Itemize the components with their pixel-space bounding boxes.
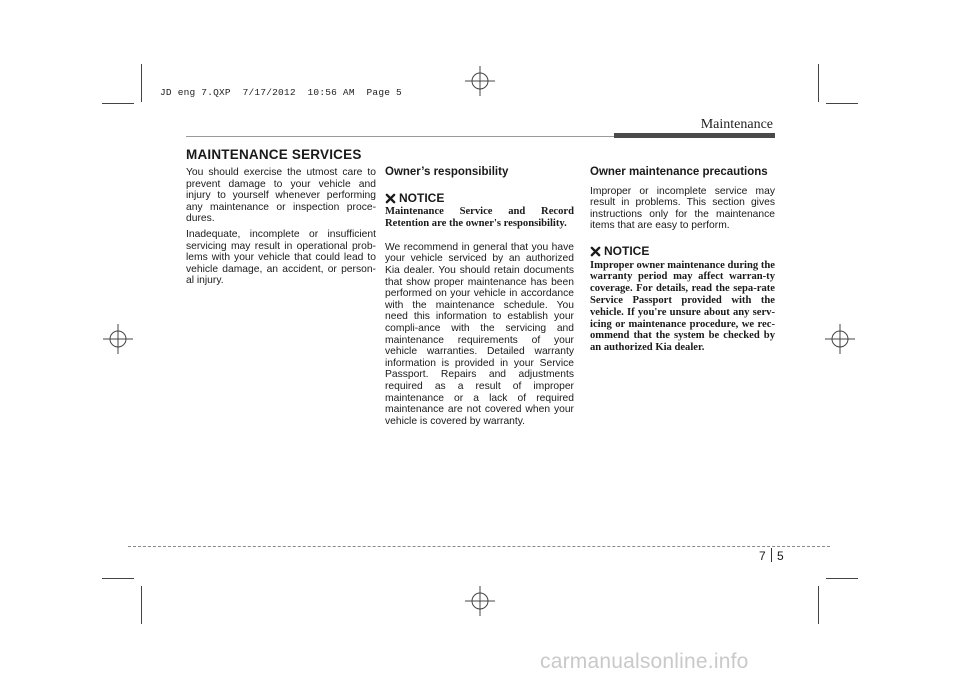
registration-mark-icon (465, 66, 495, 96)
page-number: 5 (777, 549, 784, 563)
print-slug: JD eng 7.QXP 7/17/2012 10:56 AM Page 5 (160, 87, 402, 98)
notice-text: Improper owner maintenance during the warranty period may affect warran-ty coverage. For details, read the sepa-rate Service Passport provided with the vehicle. If you're unsure about any serv-icing or maintenance procedure, we rec-ommend that the system be checked by an authorized Kia dealer. (590, 259, 775, 354)
notice-label: NOTICE (399, 190, 445, 205)
watermark: carmanualsonline.info (540, 650, 749, 673)
section-title: MAINTENANCE SERVICES (186, 147, 362, 162)
footer-dashed-rule (128, 546, 830, 547)
column-intro (186, 167, 376, 291)
intro-paragraph: You should exercise the utmost care to prevent damage to your vehicle and injury to yourself whenever performing any maintenance or inspection proce-dures. (186, 167, 376, 225)
notice-heading (590, 243, 775, 258)
registration-mark-icon (103, 324, 133, 354)
intro-paragraph: Inadequate, incomplete or insufficient servicing may result in operational prob-lems with your vehicle that could lead to vehicle damage, an accident, or person-al injury. (186, 228, 376, 287)
page-number-separator (771, 548, 772, 562)
notice-cross-icon (385, 193, 396, 204)
header-bar (614, 133, 775, 138)
owners-responsibility-heading: Owner’s responsibility (385, 166, 509, 178)
header-rule (186, 136, 615, 137)
notice-label: NOTICE (604, 243, 650, 258)
registration-mark-icon (465, 586, 495, 616)
notice-text: Maintenance Service and Record Retention are the owner's responsibility. (385, 206, 574, 229)
registration-mark-icon (825, 324, 855, 354)
chapter-number: 7 (759, 549, 766, 563)
column-owner-precautions (590, 167, 775, 366)
owners-responsibility-body: We recommend in general that you have your vehicle serviced by an authorized Kia dealer. You should retain documents that show proper maintenance has been performed on your vehicle in accordance with the maintenance schedule. You need this information to establish your compli-ance with the servicing and maintenance requirements of your vehicle warranties. Detailed warranty information is provided in your Service Passport. Repairs and adjustments required as a result of improper maintenance or a lack of required maintenance are not covered when your vehicle is covered by warranty. (385, 241, 574, 427)
notice-heading (385, 190, 574, 205)
owner-precautions-body: Improper or incomplete service may result in problems. This section gives instructions only for the maintenance items that are easy to perform. (590, 185, 775, 232)
chapter-title: Maintenance (700, 117, 773, 132)
column-owners-responsibility (385, 167, 574, 431)
owner-precautions-heading: Owner maintenance precautions (590, 166, 768, 178)
notice-cross-icon (590, 246, 601, 257)
